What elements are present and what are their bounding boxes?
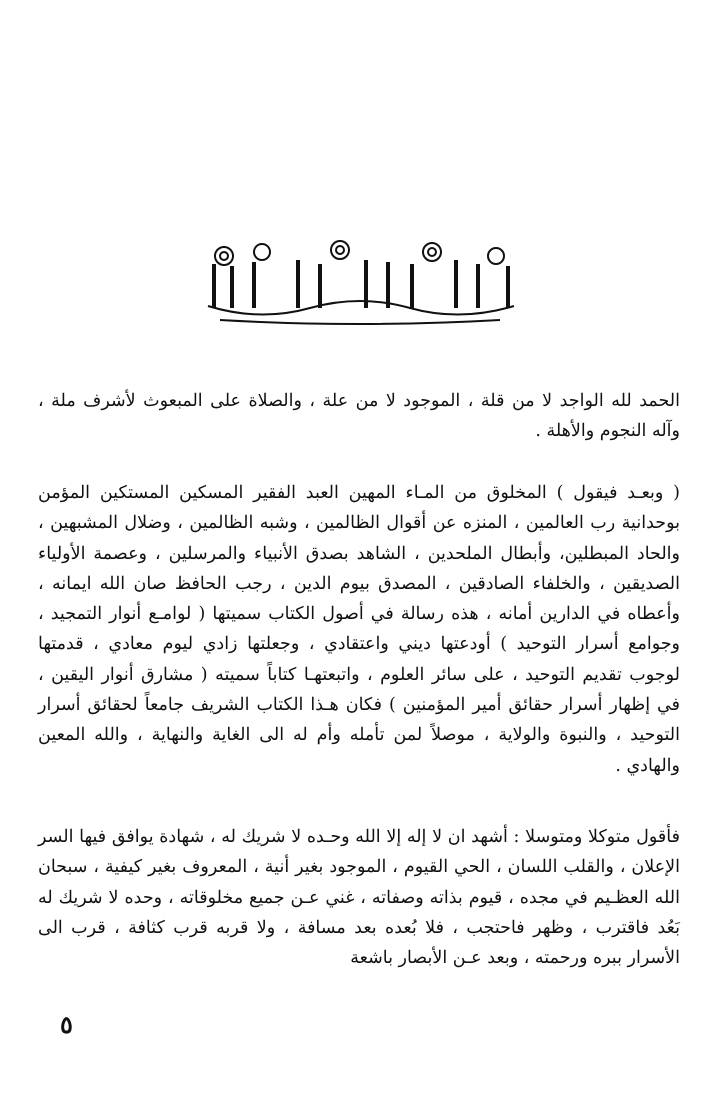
basmala-calligraphy [200, 236, 522, 328]
opening-paragraph: الحمد لله الواجد لا من قلة ، الموجود لا من علة ، والصلاة على المبعوث لأشرف ملة ، وآله النجوم والأهلة . [38, 391, 680, 442]
introduction-paragraph: ( وبعـد فيقول ) المخلوق من المـاء المهين العبد الفقير المسكين المستكين المؤمن بوحدانية رب العالمين ، المنزه عن أقوال الظالمين ، وشبه الظالمين ، وضلال المشبهين ، والحاد المبطلين، وأبطال الملحدين ، الشاهد بصدق الأنبياء والمرسلين ، وعصمة الأولياء الصديقين ، والخلفاء الصادقين ، المصدق بيوم الدين ، رجب الحافظ صان الله ايمانه ، وأعطاه في الدارين أمانه ، هذه رسالة في أصول الكتاب سميتها ( لوامـع أنوار التمجيد ، وجوامع أسرار التوحيد ) أودعتها ديني واعتقادي ، وجعلتها زادي ليوم معادي ، قدمتها لوجوب تقديم التوحيد ، على سائر العلوم ، واتبعتهـا كتاباً سميته ( مشارق أنوار اليقين ، في إظهار أسرار حقائق أمير المؤمنين ) فكان هـذا الكتاب الشريف جامعاً لحقائق أسرار التوحيد ، والنبوة والولاية ، موصلاً لمن تأمله وأم له الى الغاية والنهاية ، والله المعين والهادي . [38, 483, 680, 776]
page-number: ٥ [60, 1010, 73, 1039]
testimony-paragraph: فأقول متوكلا ومتوسلا : أشهد ان لا إله إلا الله وحـده لا شريك له ، شهادة يوافق فيها السر الإعلان ، والقلب اللسان ، الحي القيوم ، الموجود بغير أنية ، المعروف بغير كيفية ، سبحان الله العظـيم في مجده ، قيوم بذاته وصفاته ، غني عـن جميع مخلوقاته ، وحده لا شريك له بَعُد فاقترب ، وظهر فاحتجب ، فلا بُعده بعد مسافة ، ولا قربه قرب كثافة ، قرب الى الأسرار ببره ورحمته ، وبعد عـن الأبصار باشعة [38, 827, 680, 969]
